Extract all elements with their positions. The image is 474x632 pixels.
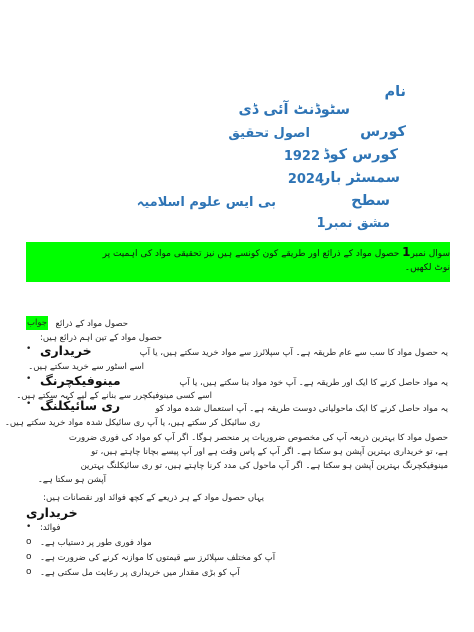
body-line: یہاں حصول مواد کے ہر ذریعے کے کچھ فوائد اور نقصانات ہیں: xyxy=(43,493,264,503)
heading-purchase-2: خریداری xyxy=(26,505,78,520)
body-line: اسے اسٹور سے خرید سکتے ہیں۔ xyxy=(28,362,144,372)
body-line: اسے کسی مینوفیکچرر سے بنانے کے لیے کہہ سکتے ہیں۔ xyxy=(16,391,212,401)
course-code-value: 1922 xyxy=(283,149,320,164)
body-line: حصول مواد کے تین اہم ذرائع ہیں: xyxy=(40,333,162,343)
body-line: یہ حصول مواد کا سب سے عام طریقہ ہے۔ آپ سپلائرز سے مواد خرید سکتے ہیں، یا آپ xyxy=(139,348,448,358)
bullet-hollow: o xyxy=(26,537,32,547)
level-value: بی ایس علوم اسلامیہ xyxy=(136,195,276,210)
body-line: آپ کو بڑی مقدار میں خریداری پر رعایت مل سکتی ہے۔ xyxy=(40,568,240,578)
bullet-filled: • xyxy=(26,374,32,384)
exercise-number: مشق نمبر1 xyxy=(316,216,390,231)
body-line: مینوفیکچرنگ بہترین آپشن ہو سکتا ہے۔ اگر آپ ماحول کی مدد کرنا چاہتے ہیں، تو ری سائیکلنگ بہترین xyxy=(80,461,448,471)
question-line-2: نوٹ لکھیں۔ xyxy=(404,263,450,273)
bullet-hollow: o xyxy=(26,552,32,562)
semester-value: 2024 xyxy=(287,172,324,187)
body-line: آپشن ہو سکتا ہے۔ xyxy=(37,475,106,485)
body-line: ری سائیکل کر سکتے ہیں، یا آپ ری سائیکل شدہ مواد خرید سکتے ہیں۔ xyxy=(4,418,260,428)
question-prefix: سوال نمبر xyxy=(410,249,450,259)
heading-purchase: خریداری xyxy=(40,343,92,358)
semester-label: سمسٹر بار xyxy=(322,170,400,186)
name-label: نام xyxy=(384,84,406,100)
body-heading-sources: حصول مواد کے ذرائع xyxy=(55,319,128,329)
question-body: حصول مواد کے ذرائع اور طریقے کون کونسے ہیں نیز تحقیقی مواد کی اہمیت پر xyxy=(102,249,400,259)
course-label: کورس xyxy=(360,124,406,140)
level-label: سطح xyxy=(351,193,390,209)
bullet-filled: • xyxy=(26,344,32,354)
heading-recycling: ری سائیکلنگ xyxy=(40,398,121,413)
advantages-label: فوائد: xyxy=(40,523,61,533)
bullet-filled: • xyxy=(26,522,32,532)
body-line: حصول مواد کا بہترین ذریعہ آپ کی مخصوص ضروریات پر منحصر ہوگا۔ اگر آپ کو مواد کی فوری ضرورت xyxy=(68,433,448,443)
body-line: مواد فوری طور پر دستیاب ہے۔ xyxy=(40,538,152,548)
body-line: ہے، تو خریداری بہترین آپشن ہو سکتا ہے۔ اگر آپ کے پاس وقت ہے اور آپ پیسے بچانا چاہتے ہیں، تو xyxy=(91,447,448,457)
body-line: یہ مواد حاصل کرنے کا ایک اور طریقہ ہے۔ آپ خود مواد بنا سکتے ہیں، یا آپ xyxy=(179,378,448,388)
bullet-filled: • xyxy=(26,399,32,409)
body-line: یہ مواد حاصل کرنے کا ایک ماحولیاتی دوست طریقہ ہے۔ آپ استعمال شدہ مواد کو xyxy=(155,404,448,414)
body-line: آپ کو مختلف سپلائرز سے قیمتوں کا موازنہ کرنے کی ضرورت ہے۔ xyxy=(40,553,276,563)
bullet-hollow: o xyxy=(26,567,32,577)
question-line-1 xyxy=(26,245,450,261)
student-id-label: سٹوڈنٹ آئی ڈی xyxy=(238,102,350,118)
course-value: اصول تحقیق xyxy=(228,126,310,141)
question-number: 1 xyxy=(402,245,411,259)
question-highlight xyxy=(26,242,450,282)
course-code-label: کورس کوڈ xyxy=(323,147,398,163)
heading-manufacturing: مینوفیکچرنگ xyxy=(40,373,121,388)
answer-label: جواب xyxy=(26,318,47,328)
question-text xyxy=(26,245,450,275)
